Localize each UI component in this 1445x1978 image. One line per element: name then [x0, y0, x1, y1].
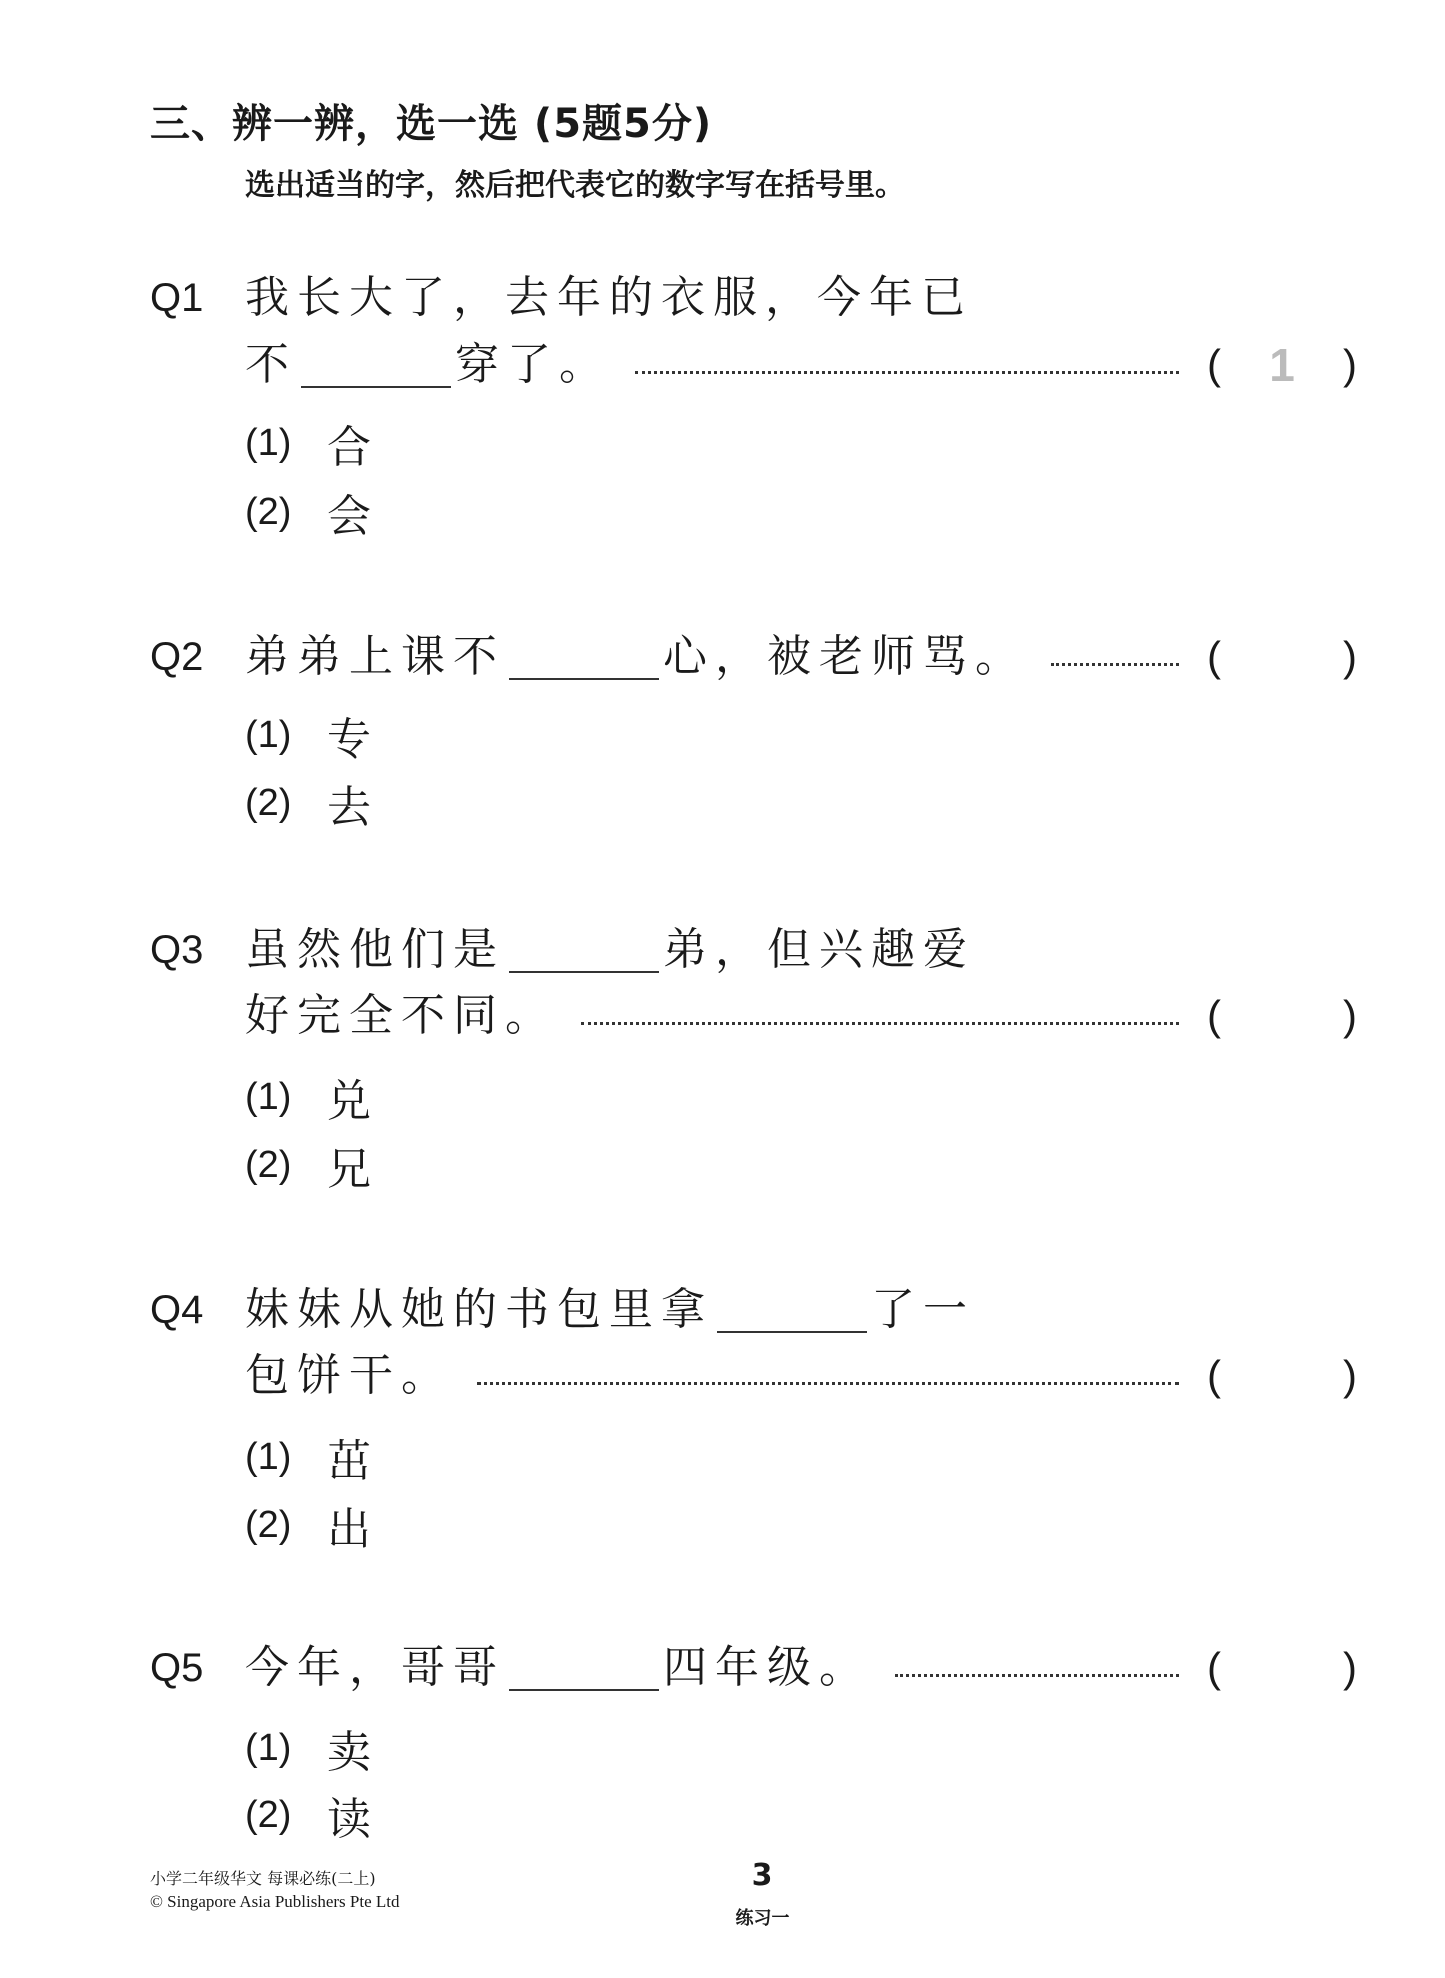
- answer-box[interactable]: [1207, 986, 1357, 1046]
- question-text: 我长大了，去年的衣服，今年已: [245, 272, 973, 323]
- question-label: Q3: [150, 928, 204, 972]
- fill-blank: [509, 1645, 659, 1691]
- question-text: 今年，哥哥: [245, 1642, 505, 1693]
- option-char: 卖: [327, 1727, 371, 1778]
- close-bracket: ): [1343, 1352, 1357, 1399]
- close-bracket: ): [1343, 992, 1357, 1039]
- question-label: Q5: [150, 1646, 204, 1690]
- option-number: (2): [245, 1793, 292, 1836]
- question-text: 虽然他们是: [245, 924, 505, 975]
- fill-blank: [717, 1287, 867, 1333]
- open-bracket: (: [1207, 633, 1221, 680]
- dotted-leader: [477, 1368, 1179, 1385]
- option-char: 读: [327, 1794, 371, 1845]
- option-char: 出: [327, 1504, 371, 1555]
- close-bracket: ): [1343, 1644, 1357, 1691]
- section-title: 三、辨一辨，选一选 (5题5分): [150, 101, 713, 147]
- question-text-line: [245, 627, 1357, 687]
- question-label: Q1: [150, 276, 204, 320]
- footer-copyright: © Singapore Asia Publishers Pte Ltd: [150, 1892, 400, 1911]
- question-text: 弟弟上课不: [245, 631, 505, 682]
- option-char: 茁: [327, 1436, 371, 1487]
- option-char: 去: [327, 782, 371, 833]
- question-text-line: [245, 268, 1357, 328]
- answer-box[interactable]: [1207, 627, 1357, 687]
- option-item: [245, 482, 371, 542]
- open-bracket: (: [1207, 1352, 1221, 1399]
- question-text: 心，被老师骂。: [663, 631, 1027, 682]
- option-number: (1): [245, 1435, 292, 1478]
- question-text-line: [245, 920, 1357, 980]
- question-text-line: [245, 335, 1357, 395]
- option-number: (2): [245, 490, 292, 533]
- option-item: [245, 705, 371, 765]
- open-bracket: (: [1207, 992, 1221, 1039]
- question-label: Q4: [150, 1288, 204, 1332]
- dotted-leader: [635, 357, 1179, 374]
- question-text: 穿了。: [455, 339, 611, 390]
- option-number: (2): [245, 1143, 292, 1186]
- open-bracket: (: [1207, 341, 1221, 388]
- footer-book-title: 小学二年级华文 每课必练(二上): [150, 1869, 376, 1888]
- open-bracket: (: [1207, 1644, 1221, 1691]
- option-number: (1): [245, 713, 292, 756]
- option-number: (2): [245, 1503, 292, 1546]
- answer-box[interactable]: [1207, 1346, 1357, 1406]
- option-item: [245, 1135, 371, 1195]
- fill-blank: [509, 927, 659, 973]
- option-item: [245, 1067, 371, 1127]
- option-number: (2): [245, 781, 292, 824]
- exercise-label: 练习一: [735, 1908, 790, 1929]
- dotted-leader: [581, 1008, 1179, 1025]
- question-text-line: [245, 986, 1357, 1046]
- dotted-leader: [895, 1660, 1179, 1677]
- option-char: 兑: [327, 1076, 371, 1127]
- option-item: [245, 413, 371, 473]
- question-text: 好完全不同。: [245, 990, 557, 1041]
- page-number: 3: [751, 1858, 773, 1893]
- option-number: (1): [245, 1075, 292, 1118]
- close-bracket: ): [1343, 633, 1357, 680]
- question-text: 妹妹从她的书包里拿: [245, 1284, 713, 1335]
- close-bracket: ): [1343, 341, 1357, 388]
- question-text: 四年级。: [663, 1642, 871, 1693]
- option-item: [245, 773, 371, 833]
- question-text: 不: [245, 339, 297, 390]
- fill-blank: [301, 342, 451, 388]
- answer-box[interactable]: [1207, 1638, 1357, 1698]
- section-instruction: 选出适当的字，然后把代表它的数字写在括号里。: [245, 168, 905, 203]
- question-text: 了一: [871, 1284, 975, 1335]
- question-label: Q2: [150, 635, 204, 679]
- option-item: [245, 1718, 371, 1778]
- option-number: (1): [245, 1726, 292, 1769]
- option-item: [245, 1495, 371, 1555]
- question-text-line: [245, 1346, 1357, 1406]
- option-char: 兄: [327, 1144, 371, 1195]
- question-text: 包饼干。: [245, 1350, 453, 1401]
- option-item: [245, 1785, 371, 1845]
- option-char: 合: [327, 422, 371, 473]
- option-number: (1): [245, 421, 292, 464]
- fill-blank: [509, 634, 659, 680]
- question-text-line: [245, 1280, 1357, 1340]
- question-text-line: [245, 1638, 1357, 1698]
- option-char: 专: [327, 714, 371, 765]
- answer-value[interactable]: 1: [1269, 339, 1295, 391]
- dotted-leader: [1051, 649, 1179, 666]
- option-char: 会: [327, 491, 371, 542]
- answer-box[interactable]: [1207, 335, 1357, 395]
- option-item: [245, 1427, 371, 1487]
- question-text: 弟，但兴趣爱: [663, 924, 975, 975]
